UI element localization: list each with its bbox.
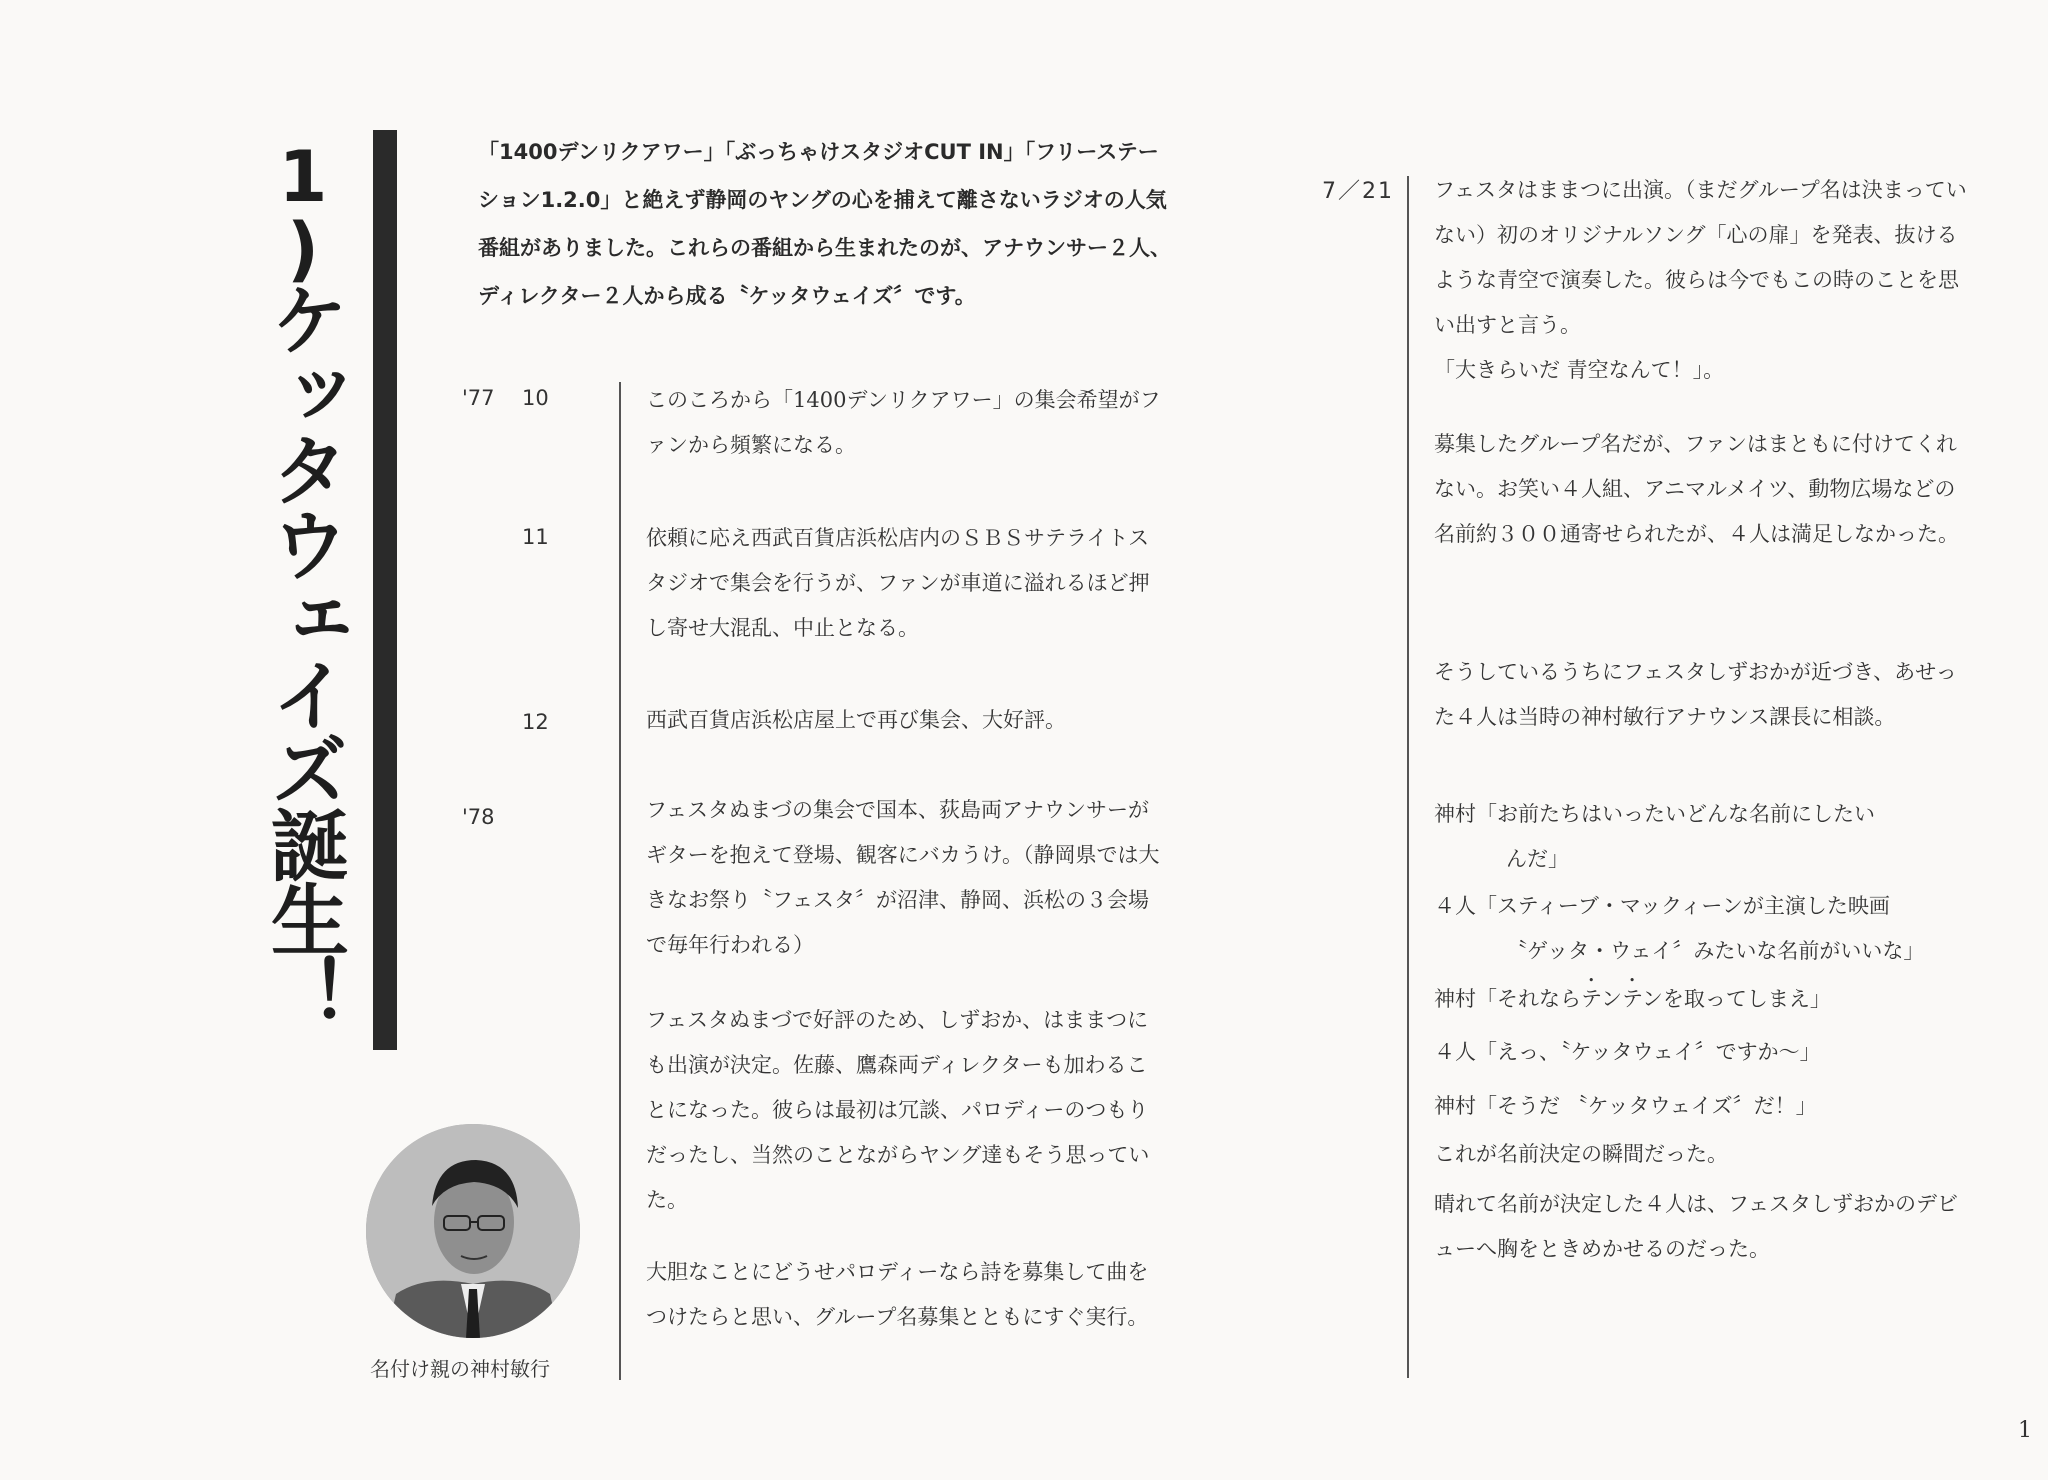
page-number: 1 bbox=[2018, 1418, 2032, 1443]
photo-caption: 名付け親の神村敏行 bbox=[370, 1357, 550, 1381]
dialogue-3-mid: ン bbox=[1600, 987, 1622, 1011]
title-bar bbox=[373, 130, 397, 1050]
right-divider bbox=[1407, 176, 1409, 1378]
dialogue-3-post: ンを取ってしまえ」 bbox=[1641, 987, 1831, 1011]
timeline-entry-10: このころから「1400デンリクアワー」の集会希望がファンから頻繁になる。 bbox=[646, 388, 1161, 457]
right-paragraph-3: そうしているうちにフェスタしずおかが近づき、あせった４人は当時の神村敏行アナウンス課長に相談。 bbox=[1434, 660, 1957, 729]
right-paragraph-4: これが名前決定の瞬間だった。 bbox=[1434, 1142, 1728, 1166]
timeline-divider bbox=[619, 382, 621, 1380]
title-text: ケッタウェイズ誕生！ bbox=[258, 280, 348, 1030]
month-11-label: 11 bbox=[522, 525, 549, 549]
dialogue-2 bbox=[1434, 884, 1974, 974]
year-78-label: '78 bbox=[462, 805, 495, 829]
emphasis-te-1: テ bbox=[1581, 987, 1601, 1011]
timeline-entry-12: 西武百貨店浜松店屋上で再び集会、大好評。 bbox=[646, 708, 1066, 732]
timeline-entry-78a: フェスタぬまづの集会で国本、荻島両アナウンサーがギターを抱えて登場、観客にバカうけ。（静岡県では大きなお祭り〝フェスタ〞が沼津、静岡、浜松の３会場で毎年行われる） bbox=[646, 798, 1160, 957]
right-paragraph-2: 募集したグループ名だが、ファンはまともに付けてくれない。お笑い４人組、アニマルメイツ、動物広場などの名前約３００通寄せられたが、４人は満足しなかった。 bbox=[1434, 432, 1959, 546]
dialogue-1 bbox=[1434, 792, 1974, 882]
dialogue-1-line-2: んだ」 bbox=[1506, 847, 1569, 871]
right-quote: 「大きらいだ 青空なんて！」。 bbox=[1434, 358, 1725, 382]
date-label: 7／21 bbox=[1322, 179, 1394, 204]
dialogue-5: 神村「そうだ 〝ケッタウェイズ〞だ！」 bbox=[1434, 1094, 1817, 1118]
timeline-entry-78c: 大胆なことにどうせパロディーなら詩を募集して曲をつけたらと思い、グループ名募集とともにすぐ実行。 bbox=[646, 1260, 1149, 1329]
dialogue-2-line-1: ４人「スティーブ・マックィーンが主演した映画 bbox=[1434, 894, 1890, 918]
portrait-illustration bbox=[366, 1124, 580, 1338]
dialogue-3 bbox=[1434, 974, 1974, 1022]
emphasis-te-2: テ bbox=[1621, 987, 1642, 1011]
title-number: 1) bbox=[262, 136, 344, 280]
dialogue-3-pre: 神村「それなら bbox=[1434, 987, 1581, 1011]
month-10-label: 10 bbox=[522, 386, 549, 410]
year-77-label: '77 bbox=[462, 386, 495, 410]
intro-paragraph: 「1400デンリクアワー」「ぶっちゃけスタジオCUT IN」「フリーステーション1.2.0」と絶えず静岡のヤングの心を捕えて離さないラジオの人気番組がありました。これらの番組から生まれたのが、アナウンサー２人、ディレクター２人から成る〝ケッタウェイズ〞です。 bbox=[478, 140, 1171, 308]
dialogue-4: ４人「えっ、〝ケッタウェイ〞ですか～」 bbox=[1434, 1040, 1821, 1064]
right-paragraph-1: フェスタはままつに出演。（まだグループ名は決まっていない）初のオリジナルソング「心の扉」を発表、抜けるような青空で演奏した。彼らは今でもこの時のことを思い出すと言う。 bbox=[1434, 178, 1967, 337]
dialogue-1-line-1: 神村「お前たちはいったいどんな名前にしたい bbox=[1434, 802, 1875, 826]
right-paragraph-5: 晴れて名前が決定した４人は、フェスタしずおかのデビューへ胸をときめかせるのだった。 bbox=[1434, 1192, 1958, 1261]
page-title bbox=[258, 136, 348, 1086]
timeline-entry-78b: フェスタぬまづで好評のため、しずおか、はままつにも出演が決定。佐藤、鷹森両ディレクターも加わることになった。彼らは最初は冗談、パロディーのつもりだったし、当然のことながらヤング達もそう思っていた。 bbox=[646, 1008, 1150, 1212]
timeline-entry-11: 依頼に応え西武百貨店浜松店内のＳＢＳサテライトスタジオで集会を行うが、ファンが車道に溢れるほど押し寄せ大混乱、中止となる。 bbox=[646, 526, 1150, 640]
month-12-label: 12 bbox=[522, 710, 549, 734]
dialogue-2-line-2: 〝ゲッタ・ウェイ〞みたいな名前がいいな」 bbox=[1506, 939, 1925, 963]
portrait-photo bbox=[366, 1124, 580, 1338]
